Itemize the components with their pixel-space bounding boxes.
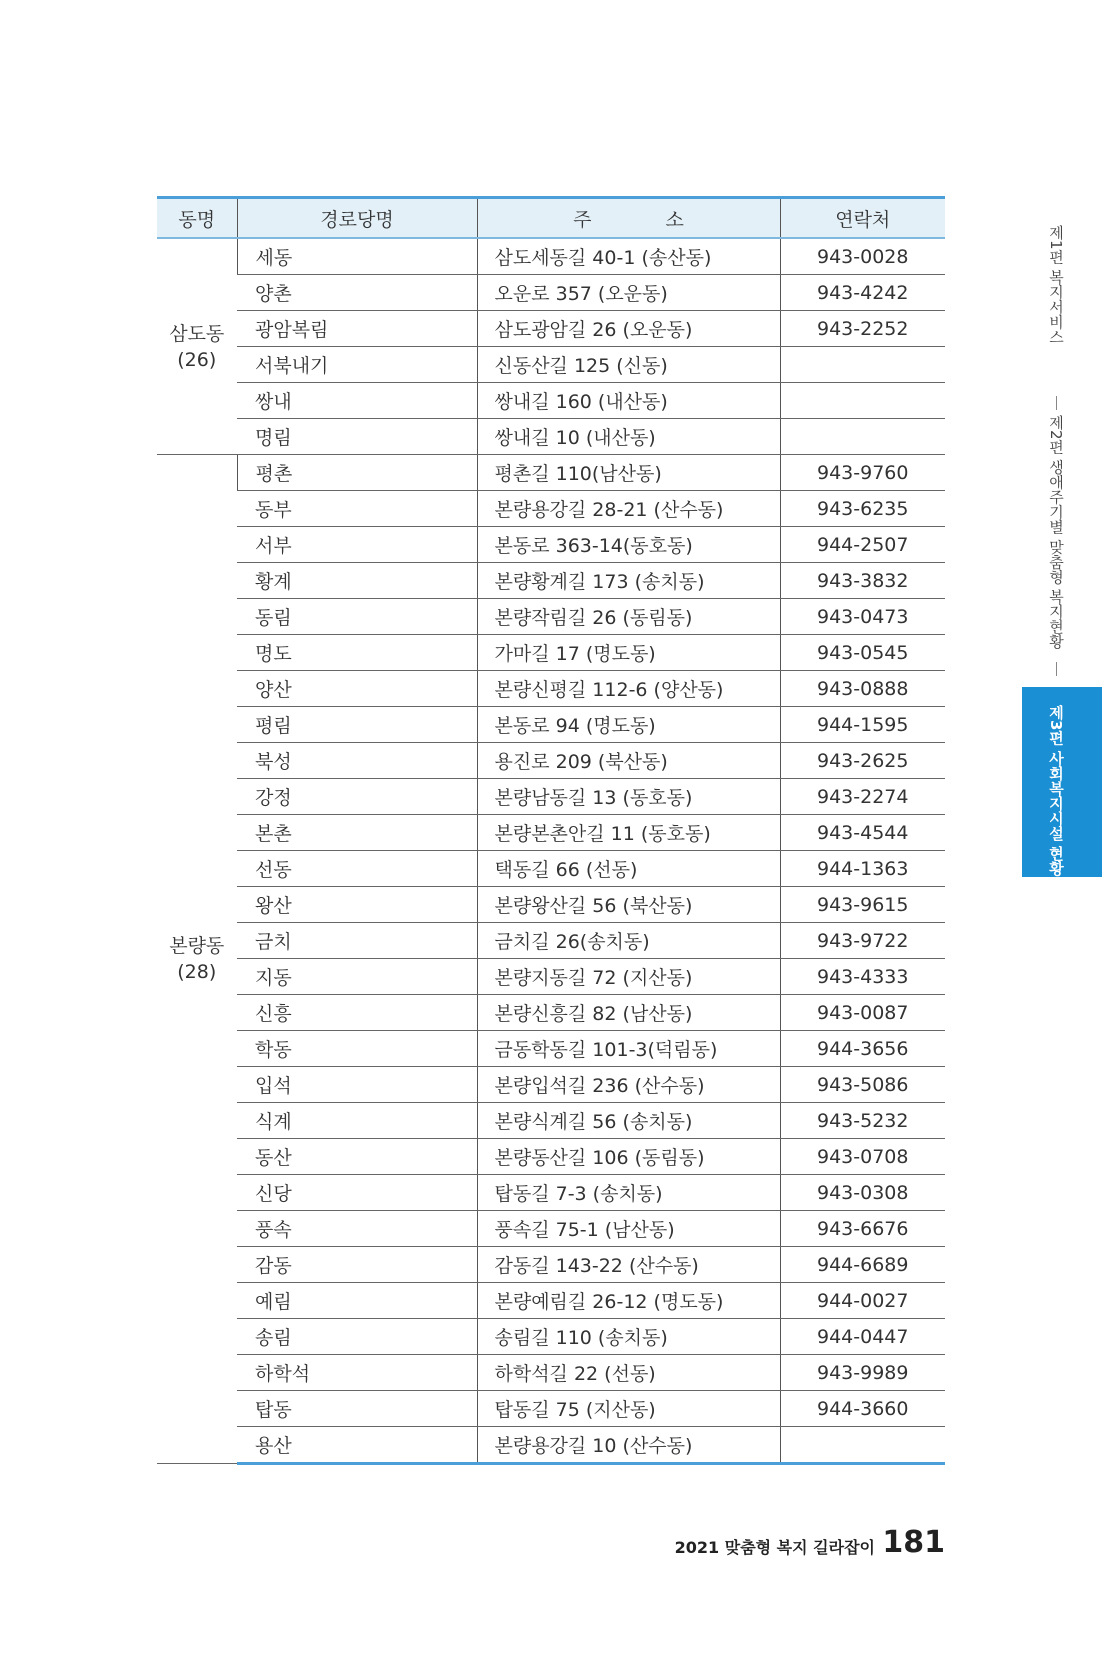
address-cell: 본동로 363-14(동호동): [477, 527, 780, 563]
name-cell: 풍속: [237, 1211, 477, 1247]
contact-cell: 944-0027: [780, 1283, 945, 1319]
address-cell: 본동로 94 (명도동): [477, 707, 780, 743]
table-row: [157, 311, 945, 347]
name-cell: 서북내기: [237, 347, 477, 383]
address-cell: 본량예림길 26-12 (명도동): [477, 1283, 780, 1319]
side-nav-item-part1[interactable]: 제1편 복지서비스: [1047, 225, 1065, 345]
address-cell: 가마길 17 (명도동): [477, 635, 780, 671]
contact-cell: 944-3660: [780, 1391, 945, 1427]
name-cell: 평림: [237, 707, 477, 743]
table-row: [157, 779, 945, 815]
address-cell: 본량남동길 13 (동호동): [477, 779, 780, 815]
name-cell: 선동: [237, 851, 477, 887]
name-cell: 광암복림: [237, 311, 477, 347]
side-nav-active-tab[interactable]: [1022, 687, 1102, 877]
table-row: [157, 1319, 945, 1355]
address-cell: 하학석길 22 (선동): [477, 1355, 780, 1391]
table-row: [157, 1067, 945, 1103]
table-row: [157, 1247, 945, 1283]
name-cell: 평촌: [237, 455, 477, 491]
dong-count: (28): [177, 961, 217, 983]
name-cell: 양촌: [237, 275, 477, 311]
address-cell: 용진로 209 (북산동): [477, 743, 780, 779]
address-cell: 신동산길 125 (신동): [477, 347, 780, 383]
contact-cell: 943-3832: [780, 563, 945, 599]
contact-cell: 943-0888: [780, 671, 945, 707]
contact-cell: 943-9989: [780, 1355, 945, 1391]
page-number: 181: [882, 1525, 945, 1560]
table-row: [157, 419, 945, 455]
table-row: [157, 527, 945, 563]
senior-center-table-wrap: [157, 196, 945, 1465]
address-cell: 본량입석길 236 (산수동): [477, 1067, 780, 1103]
address-cell: 본량지동길 72 (지산동): [477, 959, 780, 995]
contact-cell: 944-0447: [780, 1319, 945, 1355]
name-cell: 쌍내: [237, 383, 477, 419]
name-cell: 탑동: [237, 1391, 477, 1427]
header-dong: 동명: [157, 198, 237, 239]
header-contact: 연락처: [780, 198, 945, 239]
table-row: [157, 455, 945, 491]
table-row: [157, 707, 945, 743]
table-row: [157, 635, 945, 671]
contact-cell: 944-1363: [780, 851, 945, 887]
name-cell: 서부: [237, 527, 477, 563]
contact-cell: [780, 383, 945, 419]
name-cell: 동림: [237, 599, 477, 635]
side-nav-item-part3: 제3편 사회복지시설 현황: [1047, 705, 1065, 876]
table-row: [157, 815, 945, 851]
dong-name: 본량동: [169, 935, 225, 957]
name-cell: 동부: [237, 491, 477, 527]
contact-cell: 943-9722: [780, 923, 945, 959]
side-nav-divider: [1056, 662, 1057, 676]
table-row: [157, 743, 945, 779]
table-row: [157, 671, 945, 707]
address-cell: 금치길 26(송치동): [477, 923, 780, 959]
contact-cell: 943-9760: [780, 455, 945, 491]
address-cell: 오운로 357 (오운동): [477, 275, 780, 311]
dong-cell: [157, 238, 237, 455]
table-row: [157, 1355, 945, 1391]
table-row: [157, 1427, 945, 1464]
page-footer: [674, 1525, 945, 1565]
table-row: [157, 1391, 945, 1427]
contact-cell: 943-6676: [780, 1211, 945, 1247]
name-cell: 신당: [237, 1175, 477, 1211]
table-row: [157, 383, 945, 419]
contact-cell: 943-6235: [780, 491, 945, 527]
table-row: [157, 851, 945, 887]
table-row: [157, 347, 945, 383]
table-row: [157, 1211, 945, 1247]
contact-cell: 943-4544: [780, 815, 945, 851]
name-cell: 황계: [237, 563, 477, 599]
table-row: [157, 563, 945, 599]
table-row: [157, 995, 945, 1031]
contact-cell: 943-0473: [780, 599, 945, 635]
address-cell: 본량동산길 106 (동림동): [477, 1139, 780, 1175]
address-cell: 본량본촌안길 11 (동호동): [477, 815, 780, 851]
name-cell: 명도: [237, 635, 477, 671]
address-cell: 탑동길 7-3 (송치동): [477, 1175, 780, 1211]
name-cell: 명림: [237, 419, 477, 455]
name-cell: 북성: [237, 743, 477, 779]
address-cell: 본량용강길 10 (산수동): [477, 1427, 780, 1464]
name-cell: 하학석: [237, 1355, 477, 1391]
dong-name: 삼도동: [169, 322, 225, 345]
contact-cell: 943-0545: [780, 635, 945, 671]
address-cell: 송림길 110 (송치동): [477, 1319, 780, 1355]
table-body: [157, 238, 945, 1464]
side-nav-item-part2[interactable]: 제2편 생애주기별 맞춤형 복지현황: [1047, 415, 1065, 649]
table-header-row: [157, 198, 945, 239]
address-cell: 본량왕산길 56 (북산동): [477, 887, 780, 923]
table-row: [157, 923, 945, 959]
name-cell: 학동: [237, 1031, 477, 1067]
address-cell: 탑동길 75 (지산동): [477, 1391, 780, 1427]
name-cell: 신흥: [237, 995, 477, 1031]
name-cell: 송림: [237, 1319, 477, 1355]
address-cell: 본량신평길 112-6 (양산동): [477, 671, 780, 707]
name-cell: 용산: [237, 1427, 477, 1464]
senior-center-table: [157, 196, 945, 1465]
name-cell: 입석: [237, 1067, 477, 1103]
name-cell: 강정: [237, 779, 477, 815]
address-cell: 감동길 143-22 (산수동): [477, 1247, 780, 1283]
table-row: [157, 887, 945, 923]
contact-cell: 943-5086: [780, 1067, 945, 1103]
contact-cell: 943-4333: [780, 959, 945, 995]
table-row: [157, 1031, 945, 1067]
table-row: [157, 599, 945, 635]
contact-cell: 943-0028: [780, 238, 945, 275]
contact-cell: 944-1595: [780, 707, 945, 743]
address-cell: 쌍내길 10 (내산동): [477, 419, 780, 455]
contact-cell: 943-0087: [780, 995, 945, 1031]
table-row: [157, 275, 945, 311]
address-cell: 본량작림길 26 (동림동): [477, 599, 780, 635]
table-row: [157, 1283, 945, 1319]
table-row: [157, 1175, 945, 1211]
contact-cell: 943-2252: [780, 311, 945, 347]
contact-cell: [780, 1427, 945, 1464]
address-cell: 삼도광암길 26 (오운동): [477, 311, 780, 347]
table-row: [157, 1103, 945, 1139]
contact-cell: 943-0708: [780, 1139, 945, 1175]
contact-cell: 943-2625: [780, 743, 945, 779]
address-cell: 삼도세동길 40-1 (송산동): [477, 238, 780, 275]
side-nav-divider: [1056, 396, 1057, 410]
address-cell: 금동학동길 101-3(덕림동): [477, 1031, 780, 1067]
name-cell: 본촌: [237, 815, 477, 851]
name-cell: 금치: [237, 923, 477, 959]
name-cell: 양산: [237, 671, 477, 707]
address-cell: 쌍내길 160 (내산동): [477, 383, 780, 419]
name-cell: 식계: [237, 1103, 477, 1139]
table-row: [157, 238, 945, 275]
contact-cell: 944-6689: [780, 1247, 945, 1283]
address-cell: 택동길 66 (선동): [477, 851, 780, 887]
name-cell: 동산: [237, 1139, 477, 1175]
address-cell: 본량황계길 173 (송치동): [477, 563, 780, 599]
contact-cell: 943-9615: [780, 887, 945, 923]
name-cell: 왕산: [237, 887, 477, 923]
contact-cell: [780, 347, 945, 383]
address-cell: 본량용강길 28-21 (산수동): [477, 491, 780, 527]
name-cell: 세동: [237, 238, 477, 275]
footer-title: 2021 맞춤형 복지 길라잡이: [674, 1538, 875, 1557]
table-row: [157, 959, 945, 995]
contact-cell: 943-2274: [780, 779, 945, 815]
name-cell: 감동: [237, 1247, 477, 1283]
dong-cell: [157, 455, 237, 1464]
dong-count: (26): [177, 348, 217, 371]
contact-cell: 943-0308: [780, 1175, 945, 1211]
address-cell: 풍속길 75-1 (남산동): [477, 1211, 780, 1247]
address-cell: 본량신흥길 82 (남산동): [477, 995, 780, 1031]
contact-cell: 943-5232: [780, 1103, 945, 1139]
header-name: 경로당명: [237, 198, 477, 239]
contact-cell: 943-4242: [780, 275, 945, 311]
name-cell: 예림: [237, 1283, 477, 1319]
contact-cell: 944-2507: [780, 527, 945, 563]
contact-cell: [780, 419, 945, 455]
table-row: [157, 491, 945, 527]
address-cell: 본량식계길 56 (송치동): [477, 1103, 780, 1139]
contact-cell: 944-3656: [780, 1031, 945, 1067]
table-row: [157, 1139, 945, 1175]
address-cell: 평촌길 110(남산동): [477, 455, 780, 491]
header-address: 주 소: [477, 198, 780, 239]
name-cell: 지동: [237, 959, 477, 995]
